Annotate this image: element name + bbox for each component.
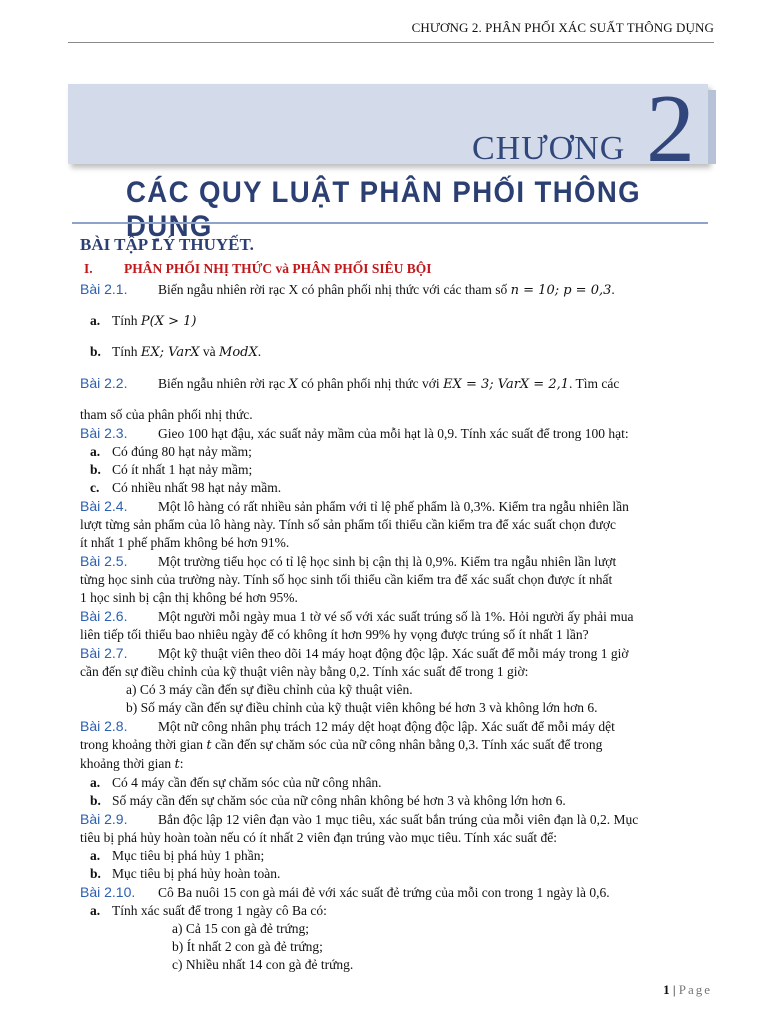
exercise-text: Biến ngẫu nhiên rời rạc <box>158 376 286 391</box>
exercise-2-5-line2: từng học sinh của trường này. Tính số học sinh tối thiểu cần kiểm tra để xác suất chọn được ít nhất <box>80 572 613 587</box>
exercise-2-6 <box>80 607 714 626</box>
chapter-title: CÁC QUY LUẬT PHÂN PHỐI THÔNG DỤNG <box>126 176 642 243</box>
page-word: Page <box>678 982 712 997</box>
item-text: Có ít nhất 1 hạt nảy mầm; <box>112 462 253 477</box>
item-text: Số máy cần đến sự chăm sóc của nữ công nhân không bé hơn 3 và không lớn hơn 6. <box>112 793 566 808</box>
exercise-2-8 <box>80 717 714 736</box>
punctuation: : <box>179 756 184 771</box>
math-expression: n = 10; p = 0,3 <box>510 283 612 298</box>
exercise-2-3-b <box>90 461 714 479</box>
exercise-2-10-a2: b) Ít nhất 2 con gà đẻ trứng; <box>172 939 323 954</box>
exercise-label: Bài 2.7. <box>80 645 128 661</box>
exercise-2-10-a <box>90 902 714 920</box>
item-text: Mục tiêu bị phá hủy hoàn toàn. <box>112 866 281 881</box>
item-letter: a. <box>90 903 101 918</box>
item-text: và <box>202 344 216 359</box>
section-heading: BÀI TẬP LÝ THUYẾT. <box>80 235 254 254</box>
exercise-2-3 <box>80 424 714 443</box>
exercise-2-8-a <box>90 774 714 792</box>
math-expression: EX = 3; VarX = 2,1 <box>443 377 569 392</box>
exercise-2-10-a3: c) Nhiều nhất 14 con gà đẻ trứng. <box>172 957 354 972</box>
footer-separator: | <box>672 982 676 997</box>
exercise-2-3-a <box>90 443 714 461</box>
exercise-text: Một trường tiểu học có tỉ lệ học sinh bị cận thị là 0,9%. Kiểm tra ngẫu nhiên lần lượt <box>158 554 617 569</box>
exercise-2-6-line2: liên tiếp tối thiểu bao nhiêu ngày để có không ít hơn 99% hy vọng được trúng số ít nhất 1 lần? <box>80 627 589 642</box>
subsection-heading <box>84 260 714 278</box>
exercise-2-7-b: b) Số máy cần đến sự điều chỉnh của kỹ thuật viên không bé hơn 3 và không lớn hơn 6. <box>126 700 598 715</box>
exercise-2-8-b <box>90 792 714 810</box>
item-letter: b. <box>90 866 101 881</box>
exercise-2-9-a <box>90 847 714 865</box>
exercise-text: Một lô hàng có rất nhiều sản phẩm với tỉ lệ phế phẩm là 0,3%. Kiểm tra ngẫu nhiên lần <box>158 499 629 514</box>
punctuation: . <box>257 344 262 359</box>
exercise-2-5-line3: 1 học sinh bị cận thị không bé hơn 95%. <box>80 590 298 605</box>
exercise-label: Bài 2.3. <box>80 425 128 441</box>
exercise-2-1 <box>80 280 714 300</box>
page-footer <box>663 982 712 998</box>
exercise-2-5 <box>80 552 714 571</box>
exercise-2-4-line3: ít nhất 1 phế phẩm không bé hơn 91%. <box>80 535 290 550</box>
exercise-2-10 <box>80 883 714 902</box>
exercise-text: có phân phối nhị thức với <box>301 376 440 391</box>
exercise-2-3-c <box>90 479 714 497</box>
subsection-number: I. <box>84 261 93 276</box>
exercise-text: . Tìm các <box>569 376 620 391</box>
exercise-2-9-b <box>90 865 714 883</box>
item-letter: b. <box>90 462 101 477</box>
item-letter: c. <box>90 480 100 495</box>
exercise-2-4-line2: lượt từng sản phẩm của lô hàng này. Tính số sản phẩm tối thiểu cần kiểm tra để xác suất chọn được <box>80 517 616 532</box>
page-number: 1 <box>663 982 670 997</box>
exercise-2-7 <box>80 644 714 663</box>
exercise-2-10-a1: a) Cả 15 con gà đẻ trứng; <box>172 921 310 936</box>
math-expression: X <box>288 377 298 392</box>
exercise-label: Bài 2.4. <box>80 498 128 514</box>
punctuation: . <box>611 282 615 297</box>
exercise-label: Bài 2.1. <box>80 281 128 297</box>
exercise-text: Biến ngẫu nhiên rời rạc X có phân phối nhị thức với các tham số <box>158 282 508 297</box>
exercise-text: trong khoảng thời gian <box>80 737 203 752</box>
exercise-label: Bài 2.10. <box>80 884 136 900</box>
item-text: Có nhiều nhất 98 hạt nảy mầm. <box>112 480 282 495</box>
item-letter: a. <box>90 313 101 328</box>
page-content <box>80 236 714 974</box>
exercise-2-9-line2: tiêu bị phá hủy hoàn toàn nếu có ít nhất 2 viên đạn trúng vào mục tiêu. Tính xác suất để: <box>80 830 558 845</box>
subsection-title: PHÂN PHỐI NHỊ THỨC và PHÂN PHỐI SIÊU BỘI <box>124 261 432 276</box>
item-text: Có đúng 80 hạt nảy mầm; <box>112 444 252 459</box>
exercise-2-1-b <box>90 343 714 362</box>
item-text: Mục tiêu bị phá hủy 1 phần; <box>112 848 265 863</box>
item-letter: a. <box>90 848 101 863</box>
item-letter: b. <box>90 793 101 808</box>
item-text: Tính <box>112 344 138 359</box>
exercise-text: Một người mỗi ngày mua 1 tờ vé số với xác suất trúng số là 1%. Hỏi người ấy phải mua <box>158 609 634 624</box>
exercise-label: Bài 2.2. <box>80 375 128 391</box>
exercise-2-2 <box>80 374 714 394</box>
exercise-2-1-a <box>90 312 714 331</box>
exercise-2-8-line2 <box>80 736 714 755</box>
item-text: Tính <box>112 313 138 328</box>
exercise-2-7-a: a) Có 3 máy cần đến sự điều chỉnh của kỹ thuật viên. <box>126 682 413 697</box>
exercise-label: Bài 2.6. <box>80 608 128 624</box>
exercise-text: Cô Ba nuôi 15 con gà mái đẻ với xác suất đẻ trứng của mỗi con trong 1 ngày là 0,6. <box>158 885 610 900</box>
item-text: Có 4 máy cần đến sự chăm sóc của nữ công nhân. <box>112 775 382 790</box>
exercise-label: Bài 2.5. <box>80 553 128 569</box>
exercise-text: Một nữ công nhân phụ trách 12 máy dệt hoạt động độc lập. Xác suất để mỗi máy dệt <box>158 719 615 734</box>
math-expression: EX; VarX <box>140 345 200 360</box>
exercise-text: Gieo 100 hạt đậu, xác suất nảy mầm của mỗi hạt là 0,9. Tính xác suất để trong 100 hạt: <box>158 426 629 441</box>
item-text: Tính xác suất để trong 1 ngày cô Ba có: <box>112 903 327 918</box>
item-letter: a. <box>90 444 101 459</box>
math-expression: t <box>174 757 180 772</box>
chapter-number: 2 <box>646 75 695 183</box>
exercise-2-8-line3 <box>80 755 714 774</box>
exercise-label: Bài 2.9. <box>80 811 128 827</box>
exercise-text: cần đến sự chăm sóc của nữ công nhân bằng 0,3. Tính xác suất để trong <box>214 737 603 752</box>
exercise-2-9 <box>80 810 714 829</box>
exercise-text: khoảng thời gian <box>80 756 172 771</box>
math-expression: P(X > 1) <box>140 314 197 329</box>
header-rule <box>68 42 714 43</box>
math-expression: t <box>206 738 212 753</box>
chapter-title-rule <box>72 222 708 224</box>
math-expression: ModX <box>219 345 258 360</box>
exercise-2-2-cont: tham số của phân phối nhị thức. <box>80 407 253 422</box>
exercise-text: Bắn độc lập 12 viên đạn vào 1 mục tiêu, xác suất bắn trúng của mỗi viên đạn là 0,2. Mục <box>158 812 639 827</box>
exercise-2-4 <box>80 497 714 516</box>
running-header: CHƯƠNG 2. PHÂN PHỐI XÁC SUẤT THÔNG DỤNG <box>411 20 714 35</box>
exercise-text: Một kỹ thuật viên theo dõi 14 máy hoạt động độc lập. Xác suất để mỗi máy trong 1 giờ <box>158 646 629 661</box>
banner-shadow <box>708 90 716 164</box>
item-letter: b. <box>90 344 101 359</box>
chapter-word: CHƯƠNG <box>472 130 626 167</box>
item-letter: a. <box>90 775 101 790</box>
exercise-2-7-line2: cần đến sự điều chỉnh của kỹ thuật viên này bằng 0,2. Tính xác suất để trong 1 giờ: <box>80 664 529 679</box>
exercise-label: Bài 2.8. <box>80 718 128 734</box>
